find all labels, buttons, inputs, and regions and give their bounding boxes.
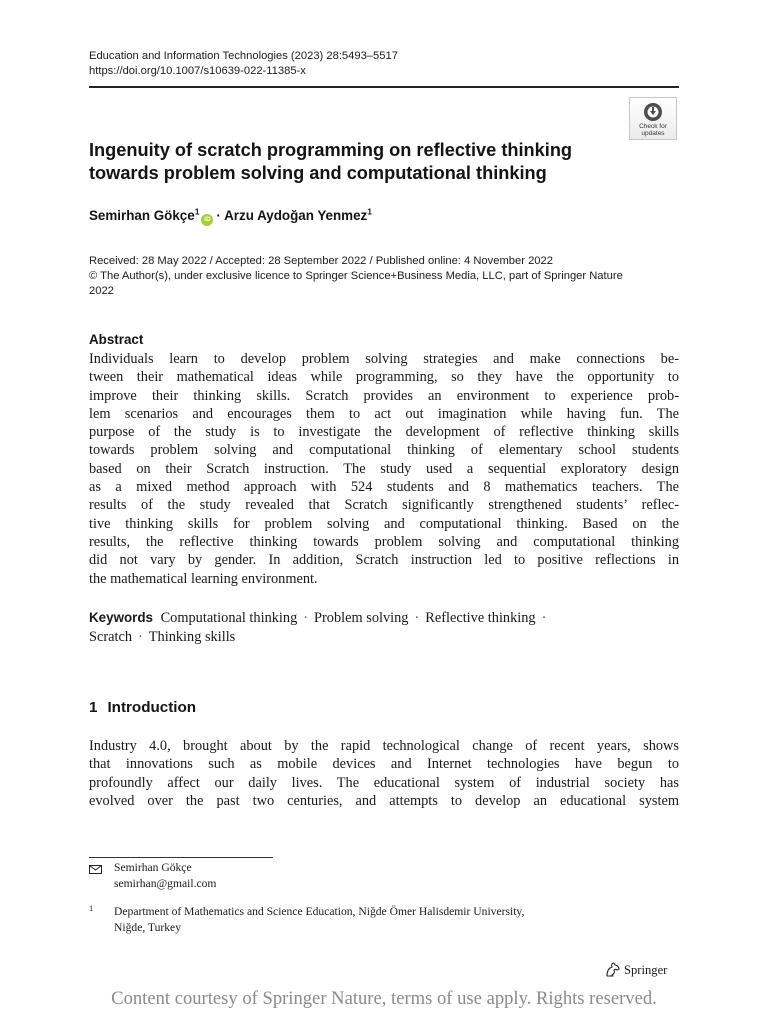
journal-citation: Education and Information Technologies (2023) 28:5493–5517	[89, 50, 398, 62]
affiliation-footnote-marker: 1	[89, 903, 94, 913]
body-line: that innovations such as mobile devices and Internet technologies have begun to	[89, 756, 679, 773]
doi-link[interactable]: https://doi.org/10.1007/s10639-022-11385-x	[89, 65, 306, 77]
abstract-line: tween their mathematical ideas while programming, so they have the opportunity to	[89, 369, 679, 386]
abstract-line: based on their Scratch instruction. The study used a sequential exploratory design	[89, 460, 679, 477]
abstract-line: towards problem solving and computational thinking of elementary school students	[89, 442, 679, 459]
body-line: Industry 4.0, brought about by the rapid technological change of recent years, shows	[89, 738, 679, 754]
check-for-updates-badge[interactable]	[629, 97, 677, 140]
affiliation-line: Department of Mathematics and Science Education, Niğde Ömer Halisdemir University,	[114, 905, 525, 918]
abstract-line: purpose of the study is to investigate the development of reflective thinking skills	[89, 424, 679, 441]
check-updates-icon	[643, 102, 663, 122]
author-name[interactable]: Arzu Aydoğan Yenmez	[224, 208, 368, 223]
keyword-separator: ·	[414, 610, 420, 626]
corresponding-author-email[interactable]: semirhan@gmail.com	[114, 876, 217, 890]
section-heading-introduction	[89, 698, 196, 718]
copyright-year: 2022	[89, 285, 114, 297]
affiliation-marker: 1	[367, 206, 372, 217]
section-number: 1	[89, 699, 98, 716]
abstract-heading: Abstract	[89, 332, 144, 347]
envelope-icon	[89, 863, 102, 879]
keyword-separator: ·	[303, 610, 309, 626]
publication-history	[89, 254, 679, 299]
keyword-item[interactable]: Scratch	[89, 629, 133, 645]
corresponding-author-name: Semirhan Gökçe	[114, 861, 192, 874]
orcid-icon[interactable]: iD	[201, 214, 213, 226]
courtesy-watermark: Content courtesy of Springer Nature, terms of use apply. Rights reserved.	[111, 988, 657, 1009]
abstract-line: lem scenarios and encourages them to act out imagination while having fun. The	[89, 405, 679, 422]
body-line: profoundly affect our daily lives. The educational system of industrial society has	[89, 774, 679, 791]
keyword-item[interactable]: Reflective thinking	[425, 610, 536, 626]
journal-header	[89, 49, 679, 79]
keyword-item[interactable]: Problem solving	[314, 610, 409, 626]
section-title: Introduction	[107, 699, 197, 716]
abstract-line: the mathematical learning environment.	[89, 570, 318, 587]
keyword-item[interactable]: Thinking skills	[148, 629, 236, 645]
keywords-block	[89, 608, 679, 647]
keyword-separator: ·	[138, 629, 143, 645]
introduction-body	[89, 737, 679, 810]
article-page	[89, 0, 679, 1024]
author-separator: ·	[216, 208, 221, 223]
abstract-body	[89, 350, 679, 588]
header-divider	[89, 86, 679, 88]
abstract-line: as a mixed method approach with 524 students and 8 mathematics teachers. The	[89, 479, 679, 496]
author-name[interactable]: Semirhan Gökçe	[89, 208, 195, 223]
footnote-divider	[89, 857, 273, 858]
springer-horse-icon	[604, 962, 621, 977]
keywords-label: Keywords	[89, 610, 153, 625]
article-title: Ingenuity of scratch programming on reflective thinking towards problem solving and computational thinking	[89, 140, 573, 183]
abstract-line: Individuals learn to develop problem solving strategies and make connections be-	[89, 351, 679, 367]
keyword-separator: ·	[541, 610, 547, 626]
abstract-line: improve their thinking skills. Scratch provides an environment to experience prob-	[89, 387, 679, 404]
author-list	[89, 206, 679, 226]
publisher-logo	[604, 961, 667, 979]
body-line: evolved over the past two centuries, and attempts to develop an educational system	[89, 792, 679, 809]
check-updates-label: Check for updates	[639, 123, 667, 137]
affiliation-marker: 1	[194, 206, 200, 217]
abstract-line: results of the study revealed that Scratch significantly strengthened students’ reflec-	[89, 497, 679, 514]
affiliation-line: Niğde, Turkey	[114, 920, 181, 934]
publisher-name: Springer	[624, 963, 668, 977]
copyright-line: © The Author(s), under exclusive licence to Springer Science+Business Media, LLC, part of Springer Nature	[89, 270, 623, 282]
publication-dates: Received: 28 May 2022 / Accepted: 28 September 2022 / Published online: 4 November 2022	[89, 255, 553, 267]
abstract-line: did not vary by gender. In addition, Scratch instruction led to positive reflections in	[89, 552, 679, 569]
abstract-line: results, the reflective thinking towards problem solving and computational thinking	[89, 533, 679, 550]
abstract-line: tive thinking skills for problem solving and computational thinking. Based on the	[89, 515, 679, 532]
keyword-item[interactable]: Computational thinking	[160, 610, 298, 626]
